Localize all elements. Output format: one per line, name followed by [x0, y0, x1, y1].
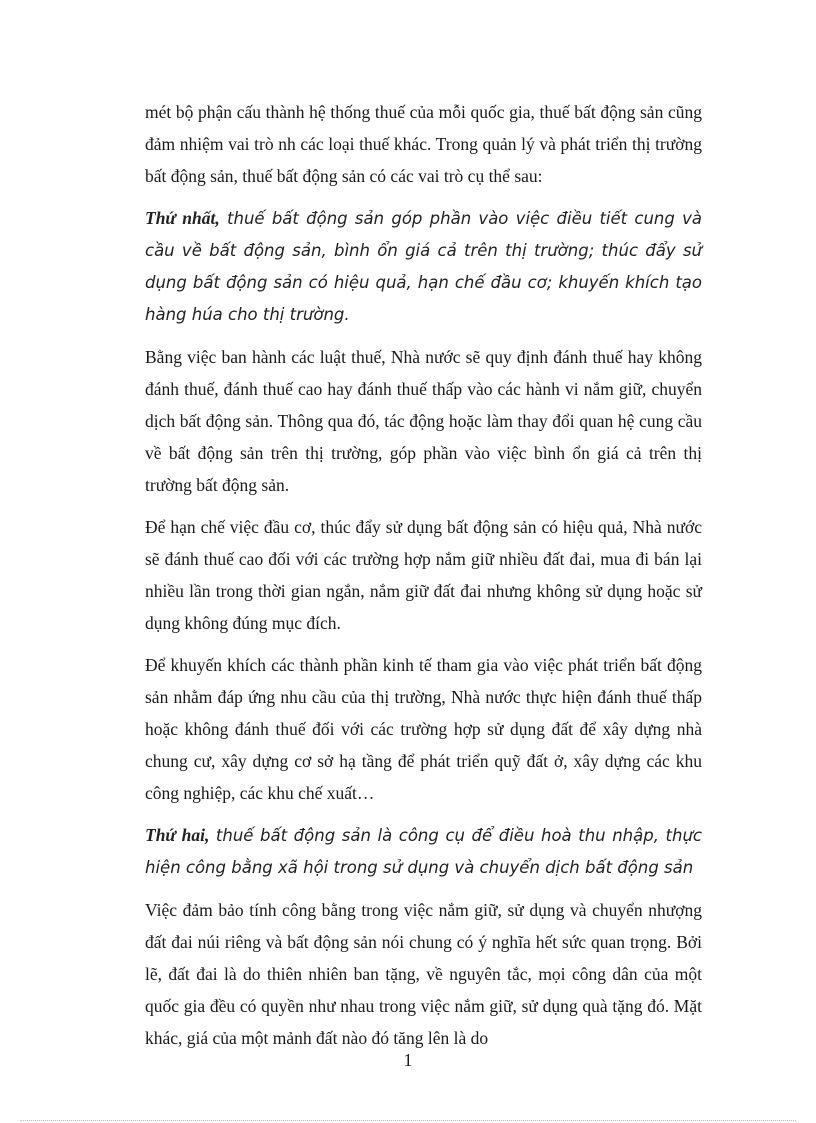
paragraph-encourage: Để khuyến khích các thành phần kinh tế tham gia vào việc phát triển bất động sản nhằm đáp ứng nhu cầu của thị trường, Nhà nước thực hiện đánh thuế thấp hoặc không đánh thuế đối với các trường hợp sử dụng đất để xây dựng nhà chung cư, xây dựng cơ sở hạ tầng để phát triển quỹ đất ở, xây dựng các khu công nghiệp, các khu chế xuất… — [145, 655, 702, 803]
paragraph-fairness: Việc đảm bảo tính công bằng trong việc nắm giữ, sử dụng và chuyển nhượng đất đai núi riêng và bất động sản nói chung có ý nghĩa hết sức quan trọng. Bởi lẽ, đất đai là do thiên nhiên ban tặng, về nguyên tắc, mọi công dân của một quốc gia đều có quyền như nhau trong việc nắm giữ, sử dụng quà tặng đó. Mặt khác, giá của một mảnh đất nào đó tăng lên là do — [145, 900, 702, 1048]
page-bottom-divider — [20, 1120, 796, 1121]
paragraph-speculation: Để hạn chế việc đầu cơ, thúc đẩy sử dụng bất động sản có hiệu quả, Nhà nước sẽ đánh thuế cao đối với các trường hợp nắm giữ nhiều đất đai, mua đi bán lại nhiều lần trong thời gian ngắn, nắm giữ đất đai nhưng không sử dụng hoặc sử dụng không đúng mục đích. — [145, 517, 702, 633]
second-role-lead: Thứ hai, — [145, 825, 210, 845]
document-body — [145, 96, 702, 1064]
paragraph-intro: mét bộ phận cấu thành hệ thống thuế của mỗi quốc gia, thuế bất động sản cũng đảm nhiệm vai trò nh các loại thuế khác. Trong quản lý và phát triển thị trường bất động sản, thuế bất động sản có các vai trò cụ thể sau: — [145, 102, 702, 186]
first-role-lead: Thứ nhất, — [145, 208, 220, 228]
second-role-text: thuế bất động sản là công cụ để điều hoà thu nhập, thực hiện công bằng xã hội trong sử dụng và chuyển dịch bất động sản — [145, 826, 702, 877]
first-role-text: thuế bất động sản góp phần vào việc điều tiết cung và cầu về bất động sản, bình ổn giá cả trên thị trường; thúc đẩy sử dụng bất động sản có hiệu quả, hạn chế đầu cơ; khuyến khích tạo hàng húa cho thị trường. — [145, 209, 702, 324]
page-number: 1 — [403, 1050, 413, 1070]
paragraph-second-role — [145, 819, 702, 884]
paragraph-tax-law: Bằng việc ban hành các luật thuế, Nhà nước sẽ quy định đánh thuế hay không đánh thuế, đánh thuế cao hay đánh thuế thấp vào các hành vi nắm giữ, chuyển dịch bất động sản. Thông qua đó, tác động hoặc làm thay đổi quan hệ cung cầu về bất động sản trên thị trường, góp phần vào việc bình ổn giá cả trên thị trường bất động sản. — [145, 347, 702, 495]
paragraph-first-role — [145, 202, 702, 331]
